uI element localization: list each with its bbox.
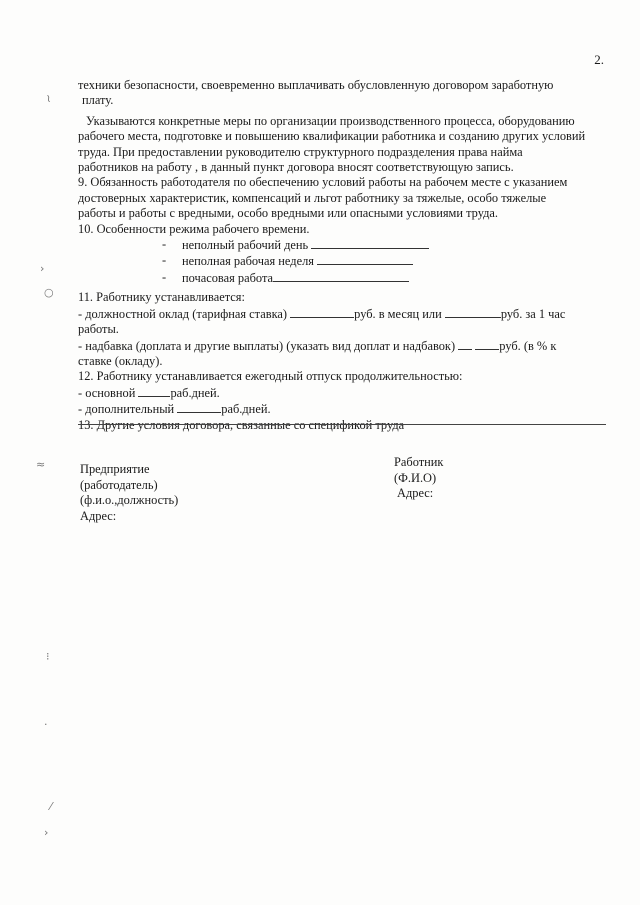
blank-line[interactable] <box>138 385 170 397</box>
blank-line[interactable] <box>317 253 413 265</box>
scan-mark: ○ <box>44 286 54 299</box>
paragraph-safety <box>78 78 608 109</box>
employer-role: (работодатель) <box>80 477 158 492</box>
blank-line[interactable] <box>290 306 354 318</box>
blank-line[interactable] <box>273 270 409 282</box>
employee-signature-block <box>394 455 443 502</box>
document-body <box>78 78 608 433</box>
text-line: - основной раб.дней. <box>78 385 220 400</box>
blank-line[interactable] <box>475 338 499 350</box>
text-line: работы и работы с вредными, особо вредными или опасными условиями труда. <box>78 206 499 221</box>
clause-12-title: 12. Работнику устанавливается ежегодный отпуск продолжительностью: <box>78 369 463 384</box>
blank-line[interactable] <box>458 338 472 350</box>
employee-address: Адрес: <box>397 486 434 501</box>
text-line: плату. <box>82 93 114 108</box>
text-line: 9. Обязанность работодателя по обеспечению условий работы на рабочем месте с указанием <box>78 175 568 190</box>
employer-name-position: (ф.и.о.,должность) <box>80 493 179 508</box>
clause-11-title: 11. Работнику устанавливается: <box>78 290 245 305</box>
blank-line[interactable] <box>311 237 429 249</box>
text-line: Указываются конкретные меры по организации производственного процесса, оборудованию <box>86 113 575 128</box>
page-number: 2. <box>594 52 604 67</box>
text-line: - дополнительный раб.дней. <box>78 402 271 417</box>
employee-name: (Ф.И.О) <box>394 470 437 485</box>
text-line: работы. <box>78 322 119 337</box>
list-item: - почасовая работа <box>78 270 608 286</box>
clause-11 <box>78 290 608 369</box>
scan-mark: › <box>40 262 45 275</box>
scan-mark: ~ <box>41 92 56 105</box>
text-line: - надбавка (доплата и другие выплаты) (указать вид доплат и надбавок) руб. (в % к <box>78 338 557 353</box>
text-line: рабочего места, подготовке и повышению квалификации работника и созданию других условий <box>78 129 586 144</box>
scan-mark: ⁄ <box>50 800 52 813</box>
clause-12 <box>78 369 608 417</box>
text-line: работников на работу , в данный пункт договора вносят соответствующую запись. <box>78 160 514 175</box>
employee-label: Работник <box>394 455 444 469</box>
scan-mark: · <box>44 718 48 731</box>
list-item: - неполная рабочая неделя <box>78 253 608 269</box>
scan-mark: ⁝ <box>46 650 50 663</box>
employer-address: Адрес: <box>80 508 117 523</box>
scan-mark: › <box>44 826 49 839</box>
clause-9 <box>78 175 608 221</box>
employer-label: Предприятие <box>80 462 150 476</box>
clause-13-title: 13. Другие условия договора, связанные со спецификой труда <box>78 417 405 432</box>
scan-mark: ≈ <box>36 458 46 471</box>
clause-10-title: 10. Особенности режима рабочего времени. <box>78 221 310 236</box>
text-line: труда. При предоставлении руководителю структурного подразделения права найма <box>78 144 523 159</box>
blank-line[interactable] <box>177 401 221 413</box>
employer-signature-block <box>80 462 178 524</box>
text-line: ставке (окладу). <box>78 353 163 368</box>
blank-line-clause-13[interactable] <box>78 424 606 425</box>
list-item: - неполный рабочий день <box>78 237 608 253</box>
text-line: техники безопасности, своевременно выплачивать обусловленную договором заработную <box>78 78 554 92</box>
paragraph-measures <box>78 114 608 176</box>
text-line: достоверных характеристик, компенсаций и льгот работнику за тяжелые, особо тяжелые <box>78 190 547 205</box>
blank-line[interactable] <box>445 306 501 318</box>
text-line: - должностной оклад (тарифная ставка) руб. в месяц или руб. за 1 час <box>78 306 566 321</box>
work-time-list <box>78 237 608 286</box>
